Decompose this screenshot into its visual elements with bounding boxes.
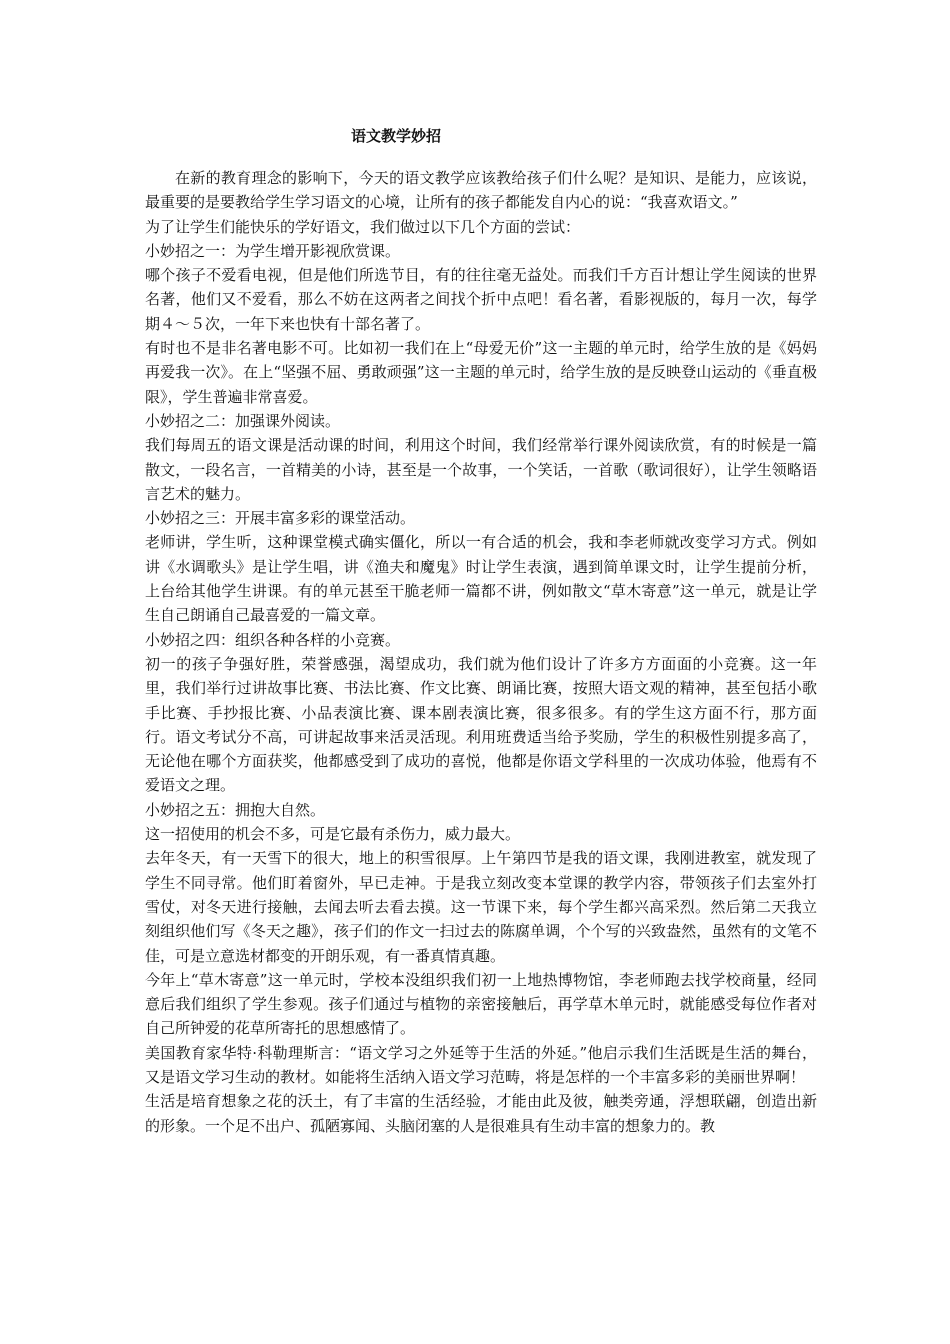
paragraph: 哪个孩子不爱看电视，但是他们所选节目，有的往往毫无益处。而我们千方百计想让学生阅读的世界名著，他们又不爱看，那么不妨在这两者之间找个折中点吧！看名著，看影视版的，每月一次，每学期４～５次，一年下来也快有十部名著了。 [145,266,817,333]
paragraph: 老师讲，学生听，这种课堂模式确实僵化，所以一有合适的机会，我和李老师就改变学习方式。例如讲《水调歌头》是让学生唱，讲《渔夫和魔鬼》时让学生表演，遇到简单课文时，让学生提前分析，上台给其他学生讲课。有的单元甚至干脆老师一篇都不讲，例如散文“草木寄意”这一单元，就是让学生自己朗诵自己最喜爱的一篇文章。 [145,533,817,625]
paragraph: 为了让学生们能快乐的学好语文，我们做过以下几个方面的尝试： [145,217,581,236]
paragraph: 去年冬天，有一天雪下的很大，地上的积雪很厚。上午第四节是我的语文课，我刚进教室，就发现了学生不同寻常。他们盯着窗外，早已走神。于是我立刻改变本堂课的教学内容，带领孩子们去室外打雪仗，对冬天进行接触，去闻去听去看去摸。这一节课下来，每个学生都兴高采烈。然后第二天我立刻组织他们写《冬天之趣》，孩子们的作文一扫过去的陈腐单调，个个写的兴致盎然，虽然有的文笔不佳，可是立意选材都变的开朗乐观，有一番真情真趣。 [145,849,817,965]
paragraph: 美国教育家华特·科勒理斯言：“语文学习之外延等于生活的外延。”他启示我们生活既是生活的舞台，又是语文学习生动的教材。如能将生活纳入语文学习范畴，将是怎样的一个丰富多彩的美丽世界啊！ [145,1043,817,1086]
tip-heading-2: 小妙招之二：加强课外阅读。 [145,411,341,430]
tip-heading-3: 小妙招之三：开展丰富多彩的课堂活动。 [145,509,416,528]
tip-heading-5: 小妙招之五：拥抱大自然。 [145,800,326,819]
paragraph: 我们每周五的语文课是活动课的时间，利用这个时间，我们经常举行课外阅读欣赏，有的时候是一篇散文，一段名言，一首精美的小诗，甚至是一个故事，一个笑话，一首歌（歌词很好），让学生领略语言艺术的魅力。 [145,436,817,503]
document-title: 语文教学妙招 [351,127,442,145]
paragraph: 生活是培育想象之花的沃土，有了丰富的生活经验，才能由此及彼，触类旁通，浮想联翩，创造出新的形象。一个足不出户、孤陋寡闻、头脑闭塞的人是很难具有生动丰富的想象力的。教 [145,1092,817,1135]
paragraph: 初一的孩子争强好胜，荣誉感强，渴望成功，我们就为他们设计了许多方方面面的小竞赛。这一年里，我们举行过讲故事比赛、书法比赛、作文比赛、朗诵比赛，按照大语文观的精神，甚至包括小歌手比赛、手抄报比赛、小品表演比赛、课本剧表演比赛，很多很多。有的学生这方面不行，那方面行。语文考试分不高，可讲起故事来活灵活现。利用班费适当给予奖励，学生的积极性别提多高了，无论他在哪个方面获奖，他都感受到了成功的喜悦，他都是你语文学科里的一次成功体验，他焉有不爱语文之理。 [145,654,817,795]
paragraph-intro: 在新的教育理念的影响下，今天的语文教学应该教给孩子们什么呢？是知识、是能力，应该说，最重要的是要教给学生学习语文的心境，让所有的孩子都能发自内心的说：“我喜欢语文。” [145,169,817,212]
paragraph: 这一招使用的机会不多，可是它最有杀伤力，威力最大。 [145,825,521,844]
paragraph: 有时也不是非名著电影不可。比如初一我们在上“母爱无价”这一主题的单元时，给学生放的是《妈妈再爱我一次》。在上“坚强不屈、勇敢顽强”这一主题的单元时，给学生放的是反映登山运动的《垂直极限》，学生普遍非常喜爱。 [145,339,817,406]
document-page [145,124,817,1138]
tip-heading-1: 小妙招之一：为学生增开影视欣赏课。 [145,241,401,260]
paragraph: 今年上“草木寄意”这一单元时，学校本没组织我们初一上地热博物馆，李老师跑去找学校商量，经同意后我们组织了学生参观。孩子们通过与植物的亲密接触后，再学草木单元时，就能感受每位作者对自己所钟爱的花草所寄托的思想感情了。 [145,970,817,1038]
tip-heading-4: 小妙招之四：组织各种各样的小竞赛。 [145,630,401,649]
